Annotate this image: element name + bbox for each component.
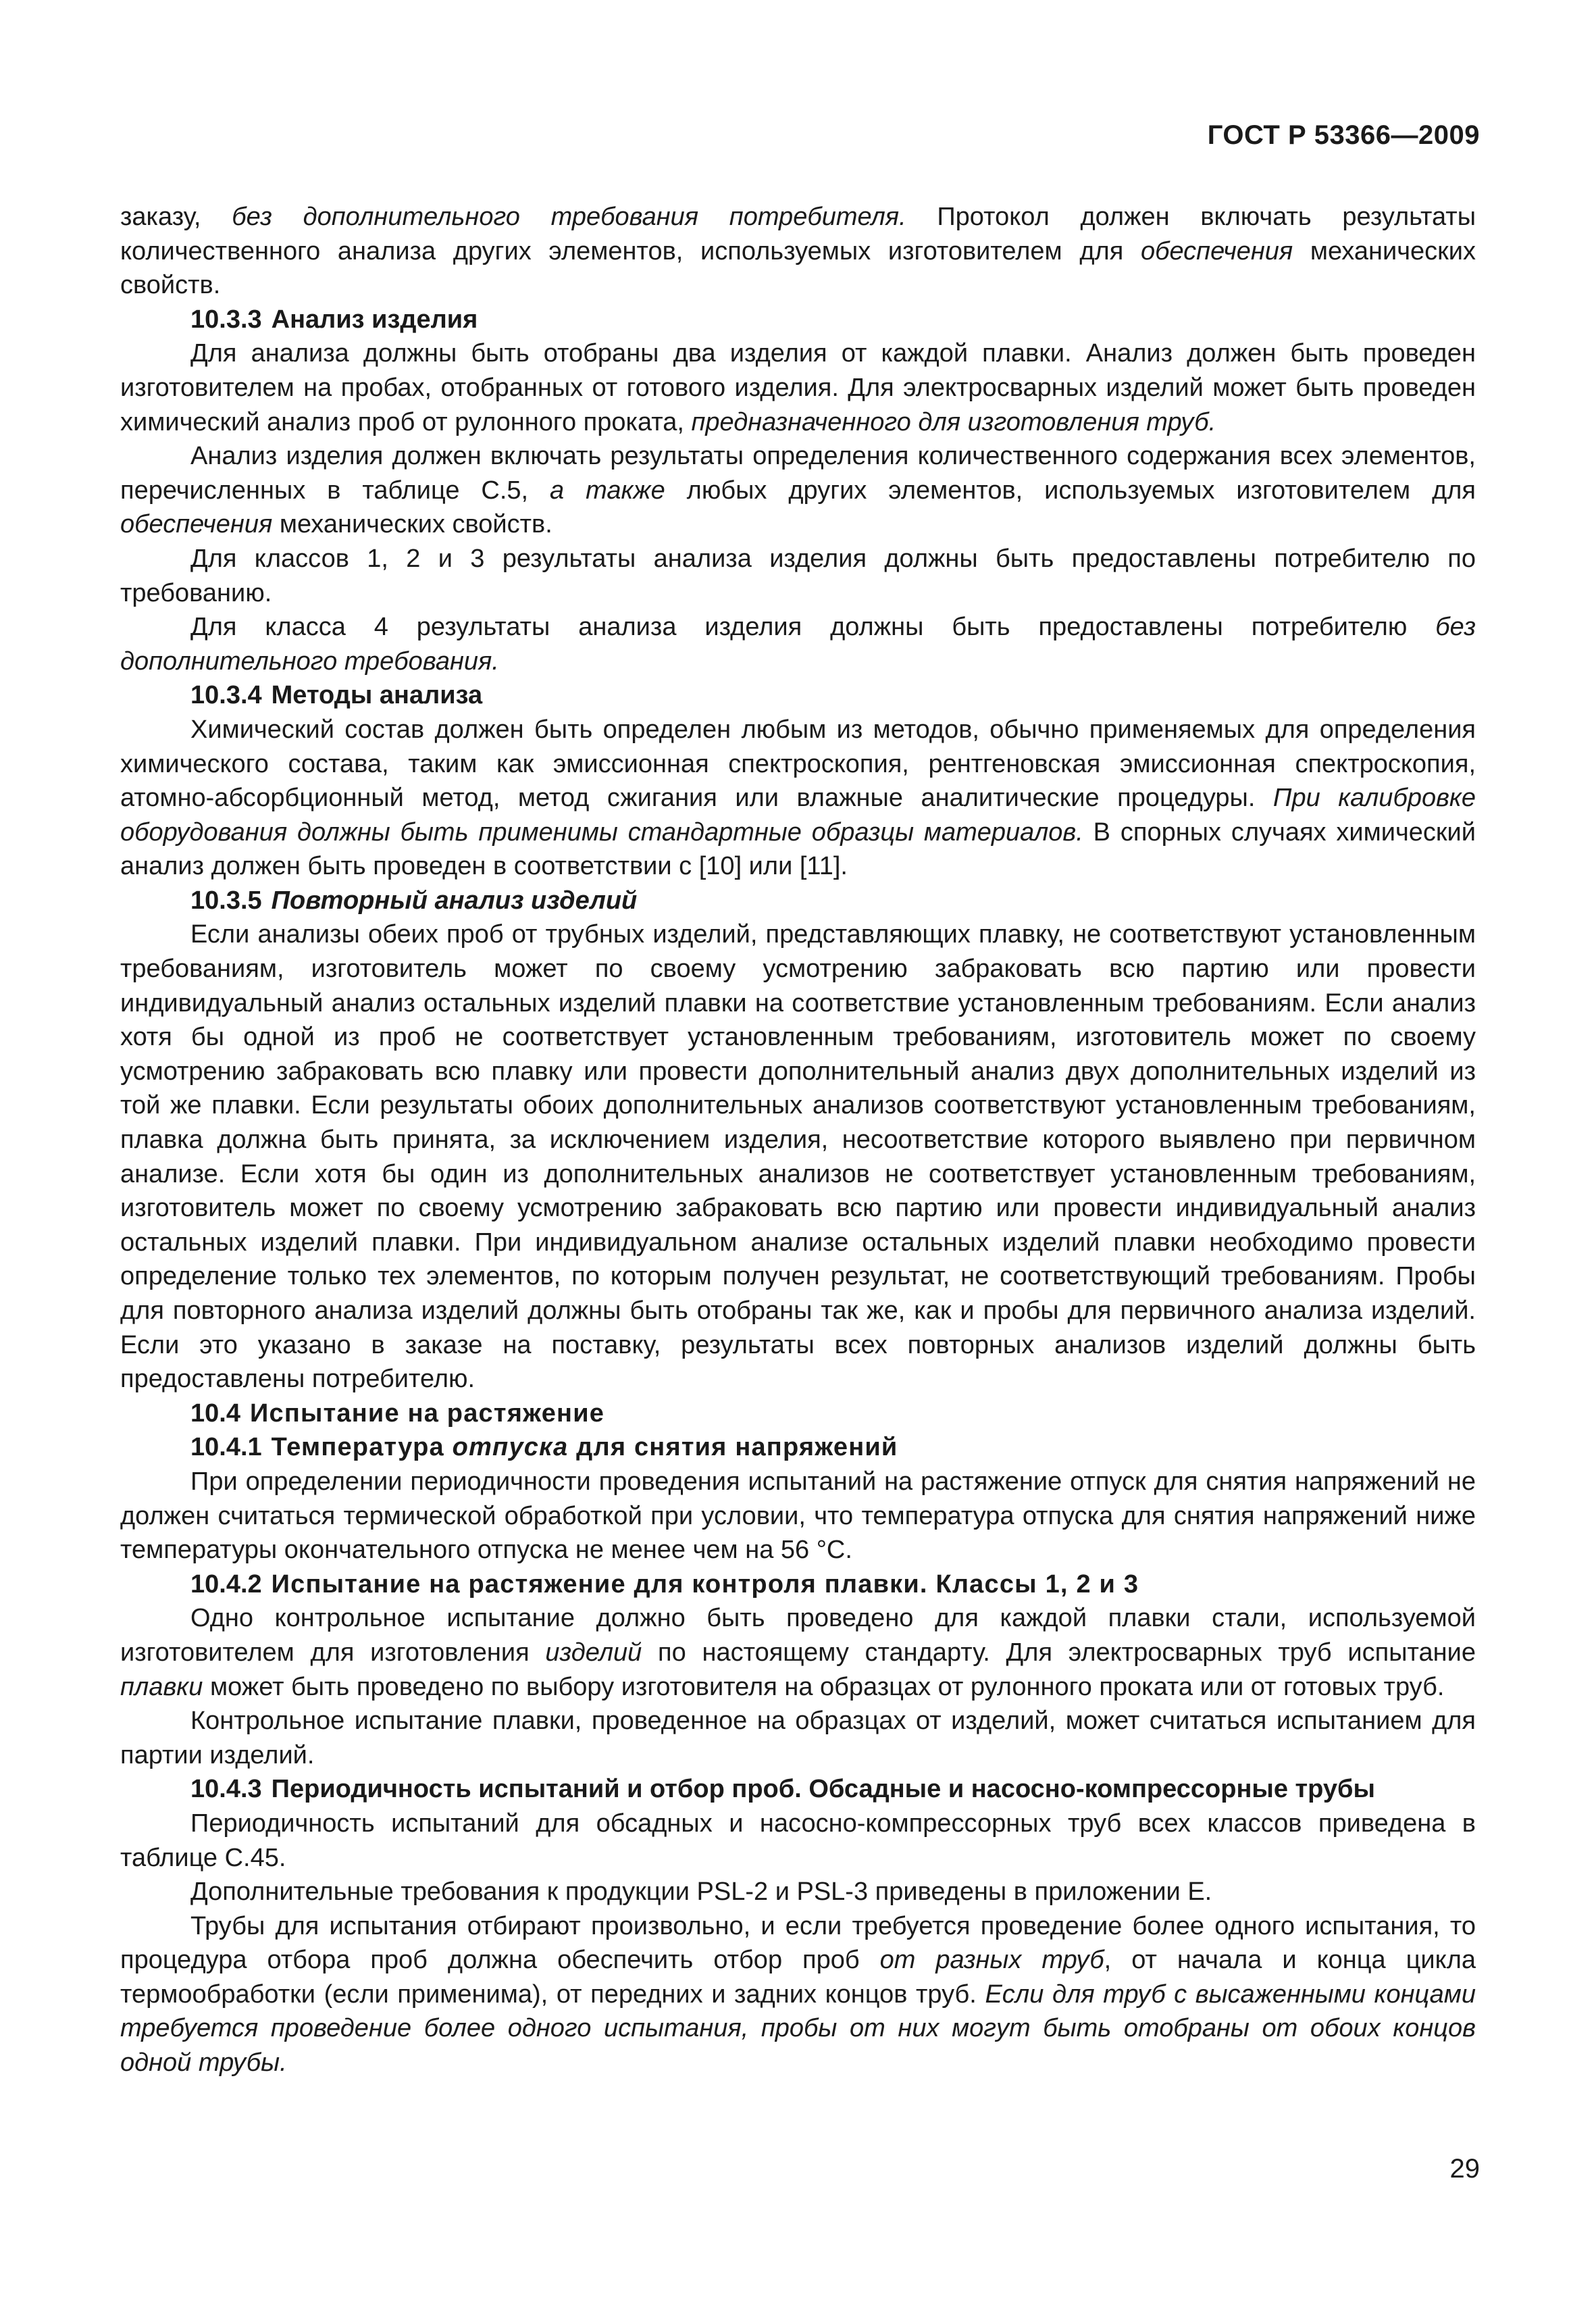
- paragraph: [120, 713, 1476, 884]
- text-run: может быть проведено по выбору изготовителя на образцах от рулонного проката или от готовых труб.: [203, 1672, 1445, 1701]
- text-run: Испытание на растяжение: [249, 1399, 605, 1428]
- section-number: 10.4.3: [190, 1775, 262, 1804]
- section-number: 10.4: [190, 1399, 240, 1428]
- text-run: Протокол должен включать результаты количественного анализа других элементов, используемых изготовителем для: [120, 203, 1476, 266]
- text-run: В спорных случаях химический анализ должен быть проведен в соответствии с [10] или [11].: [120, 818, 1476, 881]
- page-number: 29: [1449, 2154, 1480, 2184]
- italic-text: Повторный анализ изделий: [271, 886, 638, 915]
- section-heading: [120, 1397, 1476, 1431]
- italic-text: плавки: [120, 1672, 203, 1701]
- text-run: Для класса 4 результаты анализа изделия должны быть предоставлены потребителю: [190, 613, 1436, 642]
- paragraph: [120, 200, 1476, 303]
- text-run: Химический состав должен быть определен любым из методов, обычно применяемых для определения химического состава, таким как эмиссионная спектроскопия, рентгеновская эмиссионная спектроскопия, атомно-абсорбционный метод, метод сжигания или влажные аналитические процедуры.: [120, 715, 1476, 813]
- paragraph: [120, 1465, 1476, 1567]
- italic-text: обеспечения: [120, 510, 273, 539]
- paragraph: [120, 542, 1476, 610]
- paragraph: [120, 1807, 1476, 1875]
- text-run: Для классов 1, 2 и 3 результаты анализа изделия должны быть предоставлены потребителю по требованию.: [120, 544, 1476, 607]
- paragraph: [120, 336, 1476, 439]
- italic-text: отпуска: [452, 1433, 569, 1462]
- section-heading: [120, 1567, 1476, 1602]
- text-run: механических свойств.: [120, 236, 1476, 300]
- italic-text: без дополнительного требования.: [120, 613, 1476, 676]
- section-number: 10.3.3: [190, 305, 262, 334]
- text-run: При определении периодичности проведения испытаний на растяжение отпуск для снятия напряжений не должен считаться термической обработкой при условии, что температура отпуска для снятия напряжений ниже температуры окончательного отпуска не менее чем на 56 °С.: [120, 1467, 1476, 1565]
- document-body: [120, 200, 1476, 2080]
- text-run: Периодичность испытаний для обсадных и насосно-компрессорных труб всех классов приведена в таблице С.45.: [120, 1809, 1476, 1872]
- paragraph: [120, 439, 1476, 542]
- italic-text: а также: [550, 476, 665, 505]
- section-number: 10.3.5: [190, 886, 262, 915]
- section-number: 10.4.2: [190, 1569, 262, 1599]
- document-id-header: ГОСТ Р 53366—2009: [1207, 120, 1480, 150]
- section-heading: [120, 678, 1476, 713]
- section-number: 10.3.4: [190, 681, 262, 710]
- text-run: Анализ изделия должен включать результаты определения количественного содержания всех элементов, перечисленных в таблице С.5,: [120, 442, 1476, 505]
- text-run: заказу,: [120, 203, 232, 231]
- section-heading: [120, 1430, 1476, 1465]
- text-run: Для анализа должны быть отобраны два изделия от каждой плавки. Анализ должен быть проведен изготовителем на пробах, отобранных от готового изделия. Для электросварных изделий может быть проведен химический анализ проб от рулонного проката,: [120, 339, 1476, 436]
- italic-text: предназначенного для изготовления труб.: [691, 407, 1216, 436]
- text-run: любых других элементов, используемых изготовителем для: [665, 476, 1476, 505]
- text-run: для снятия напряжений: [568, 1433, 898, 1462]
- section-heading: [120, 1772, 1476, 1807]
- italic-text: обеспечения: [1140, 236, 1293, 266]
- italic-text: При калибровке оборудования должны быть применимы стандартные образцы материалов.: [120, 784, 1476, 847]
- section-heading: [120, 303, 1476, 337]
- text-run: , от начала и конца цикла термообработки (если применима), от передних и задних концов труб.: [120, 1946, 1476, 2009]
- text-run: по настоящему стандарту. Для электросварных труб испытание: [642, 1638, 1476, 1667]
- text-run: Температура: [271, 1433, 453, 1462]
- text-run: механических свойств.: [272, 510, 552, 539]
- text-run: Трубы для испытания отбирают произвольно, и если требуется проведение более одного испытания, то процедура отбора проб должна обеспечить отбор проб: [120, 1911, 1476, 1975]
- italic-text: от разных труб: [879, 1946, 1104, 1975]
- paragraph: [120, 1601, 1476, 1704]
- paragraph: [120, 1909, 1476, 2080]
- italic-text: Если для труб с высаженными концами требуется проведение более одного испытания, пробы от них могут быть отобраны от обоих концов одной трубы.: [120, 1980, 1476, 2078]
- text-run: Одно контрольное испытание должно быть проведено для каждой плавки стали, используемой изготовителем для изготовления: [120, 1604, 1476, 1667]
- text-run: Испытание на растяжение для контроля плавки. Классы 1, 2 и 3: [271, 1569, 1139, 1599]
- paragraph: [120, 1875, 1476, 1909]
- text-run: Периодичность испытаний и отбор проб. Обсадные и насосно-компрессорные трубы: [271, 1775, 1375, 1804]
- text-run: Контрольное испытание плавки, проведенное на образцах от изделий, может считаться испытанием для партии изделий.: [120, 1707, 1476, 1769]
- paragraph: [120, 917, 1476, 1396]
- text-run: Дополнительные требования к продукции PSL-2 и PSL-3 приведены в приложении Е.: [190, 1878, 1212, 1907]
- paragraph: [120, 610, 1476, 678]
- section-number: 10.4.1: [190, 1433, 262, 1462]
- paragraph: [120, 1704, 1476, 1772]
- italic-text: без дополнительного требования потребителя.: [232, 203, 906, 231]
- section-heading: [120, 884, 1476, 918]
- text-run: Анализ изделия: [271, 305, 478, 334]
- text-run: Если анализы обеих проб от трубных изделий, представляющих плавку, не соответствуют установленным требованиям, изготовитель может по своему усмотрению забраковать всю партию или провести индивидуальный анализ остальных изделий плавки на соответствие установленным требованиям. Если анализ хотя бы одной из проб не соответствует установленным требованиям, изготовитель может по своему усмотрению забраковать всю плавку или провести дополнительный анализ двух дополнительных изделий из той же плавки. Если результаты обоих дополнительных анализов соответствуют установленным требованиям, плавка должна быть принята, за исключением изделия, несоответствие которого выявлено при первичном анализе. Если хотя бы один из дополнительных анализов не соответствует установленным требованиям, изготовитель может по своему усмотрению забраковать всю партию или провести индивидуальный анализ остальных изделий плавки. При индивидуальном анализе остальных изделий плавки необходимо провести определение только тех элементов, по которым получен результат, не соответствующий требованиям. Пробы для повторного анализа изделий должны быть отобраны так же, как и пробы для первичного анализа изделий. Если это указано в заказе на поставку, результаты всех повторных анализов изделий должны быть предоставлены потребителю.: [120, 920, 1476, 1394]
- italic-text: изделий: [545, 1638, 642, 1667]
- text-run: Методы анализа: [271, 681, 483, 710]
